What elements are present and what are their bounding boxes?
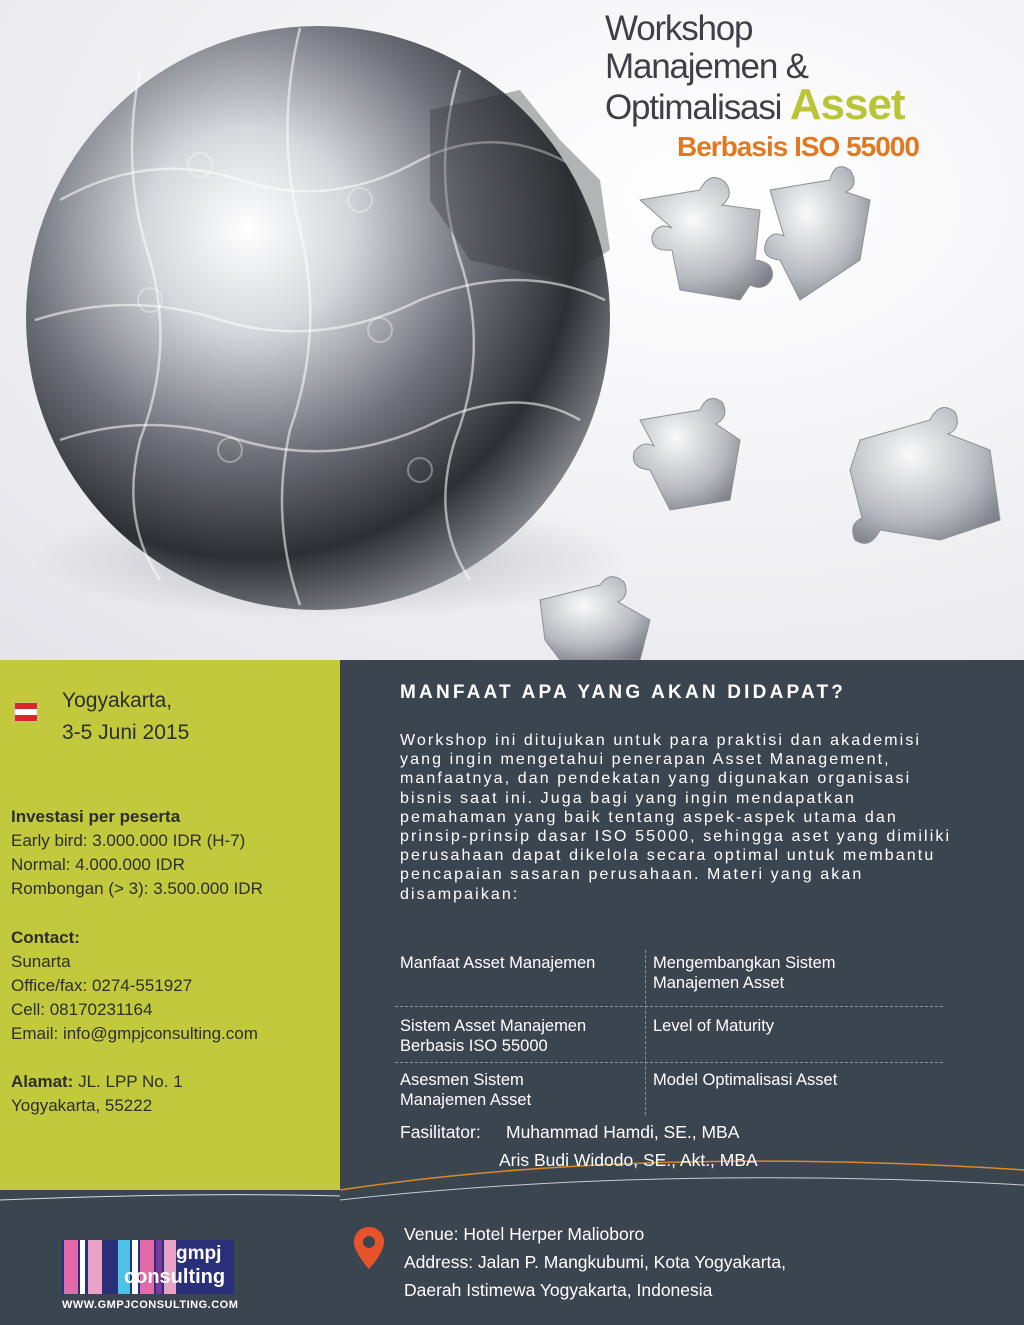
- topic-column-divider: [645, 950, 646, 1115]
- contact-email[interactable]: Email: info@gmpjconsulting.com: [11, 1024, 258, 1043]
- benefits-paragraph: Workshop ini ditujukan untuk para praktisi dan akademisi yang ingin mengetahui penerapan Asset Management, manfaatnya, dan pendekatan yang digunakan organisasi bisnis saat ini. Juga bagi yang ingin mendapatkan pemahaman yang baik tentang aspek-aspek utama dan prinsip-prinsip dasar ISO 55000, sehingga aset yang dimiliki perusahaan dapat dikelola secara optimal untuk membantu pencapaian sasaran perusahaan. Materi yang akan disampaikan:: [400, 732, 952, 903]
- contact-office: Office/fax: 0274-551927: [11, 976, 193, 995]
- address-line-1: Alamat: JL. LPP No. 1: [11, 1072, 183, 1091]
- topic-item: Asesmen Sistem Manajemen Asset: [400, 1071, 532, 1109]
- benefits-heading: MANFAAT APA YANG AKAN DIDAPAT?: [400, 682, 847, 703]
- venue-address-line-1: Address: Jalan P. Mangkubumi, Kota Yogyakarta,: [404, 1252, 787, 1272]
- website-url[interactable]: WWW.GMPJCONSULTING.COM: [62, 1299, 239, 1311]
- logo-text-gmpj: gmpj: [176, 1243, 222, 1264]
- title-line-2: Manajemen &: [605, 47, 808, 86]
- title-asset-highlight: Asset: [789, 80, 905, 129]
- event-city: Yogyakarta,: [62, 689, 173, 712]
- workshop-title: [605, 10, 1005, 163]
- venue-address-line-2: Daerah Istimewa Yogyakarta, Indonesia: [404, 1280, 713, 1300]
- facilitator-label: Fasilitator:: [400, 1122, 481, 1142]
- venue-name: Venue: Hotel Herper Malioboro: [404, 1224, 645, 1244]
- logo-text-consulting: consulting: [124, 1266, 226, 1288]
- topic-item: Mengembangkan Sistem Manajemen Asset: [653, 954, 836, 992]
- event-date: 3-5 Juni 2015: [62, 721, 190, 744]
- price-normal: Normal: 4.000.000 IDR: [11, 855, 185, 874]
- investment-heading: Investasi per peserta: [11, 807, 181, 826]
- hero-banner: [0, 0, 1024, 660]
- topic-item: Sistem Asset Manajemen Berbasis ISO 55000: [400, 1017, 587, 1055]
- price-early-bird: Early bird: 3.000.000 IDR (H-7): [11, 831, 246, 850]
- contact-heading: Contact:: [11, 928, 80, 947]
- topic-item: Level of Maturity: [653, 1017, 775, 1035]
- map-pin-icon: [352, 1225, 386, 1271]
- topic-item: Manfaat Asset Manajemen: [400, 954, 596, 972]
- title-line-3: [605, 80, 1005, 129]
- calendar-icon: [14, 700, 38, 722]
- topic-divider: [395, 1062, 943, 1063]
- contact-cell: Cell: 08170231164: [11, 1000, 153, 1019]
- contact-name: Sunarta: [11, 952, 71, 971]
- title-line-3-prefix: Optimalisasi: [605, 88, 782, 127]
- topic-item: Model Optimalisasi Asset: [653, 1071, 838, 1089]
- facilitator-name: Muhammad Hamdi, SE., MBA: [506, 1122, 740, 1142]
- address-line-2: Yogyakarta, 55222: [11, 1096, 153, 1115]
- price-group: Rombongan (> 3): 3.500.000 IDR: [11, 879, 263, 898]
- title-line-1: Workshop: [605, 9, 753, 48]
- facilitator-name: Aris Budi Widodo, SE., Akt., MBA: [499, 1150, 758, 1170]
- topic-divider: [395, 1006, 943, 1007]
- workshop-subtitle: Berbasis ISO 55000: [677, 131, 919, 162]
